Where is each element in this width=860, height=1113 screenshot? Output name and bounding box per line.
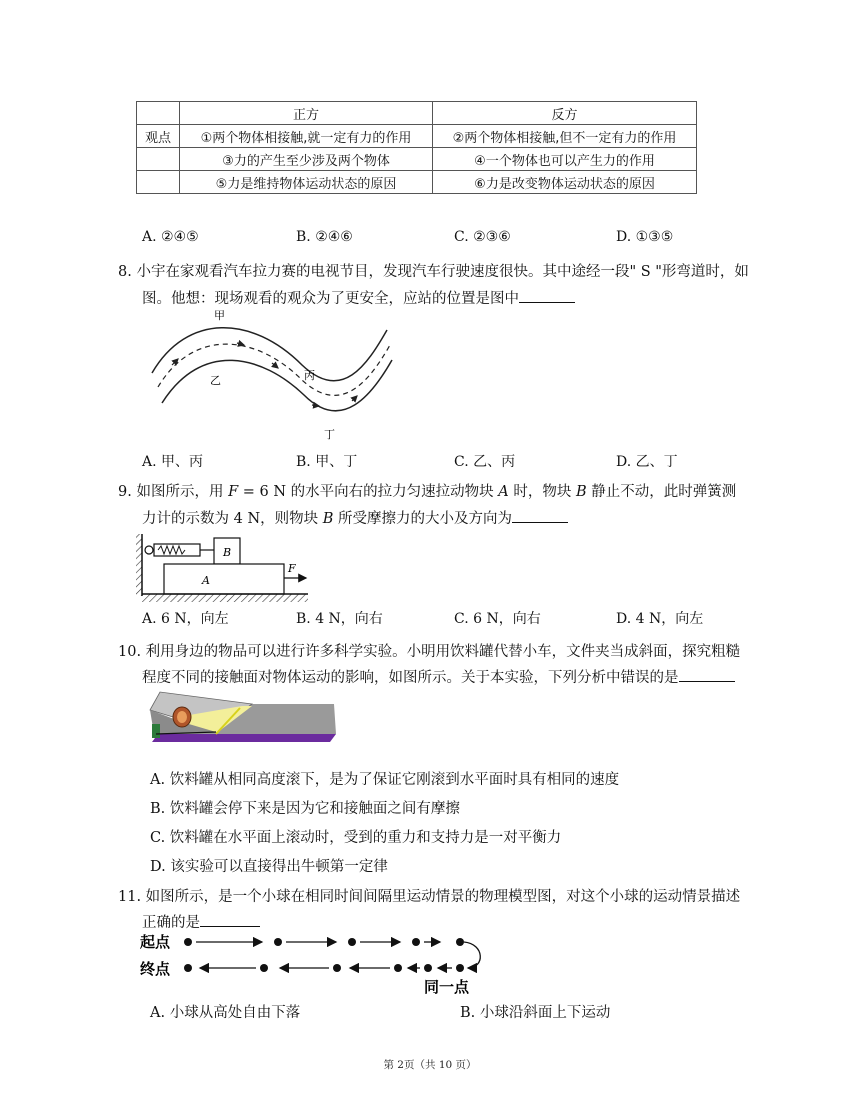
- wall: [136, 534, 142, 596]
- q8-option-a[interactable]: A. 甲、丙: [142, 454, 204, 470]
- q9-option-a[interactable]: A. 6 N，向左: [142, 611, 229, 627]
- table-cell: ⑤力是维持物体运动状态的原因: [180, 171, 433, 194]
- table-cell: ①两个物体相接触,就一定有力的作用: [180, 125, 433, 148]
- q7-option-a[interactable]: A. ②④⑤: [142, 229, 199, 245]
- table-cell: ③力的产生至少涉及两个物体: [180, 148, 433, 171]
- table-cell: [137, 171, 180, 194]
- table-cell: ④一个物体也可以产生力的作用: [433, 148, 697, 171]
- q9-stem-line1: [118, 480, 736, 501]
- table-cell: [137, 148, 180, 171]
- q9-stem-line2: [142, 507, 568, 528]
- answer-blank[interactable]: [519, 301, 575, 303]
- q10-option-c[interactable]: C. 饮料罐在水平面上滚动时，受到的重力和支持力是一对平衡力: [150, 830, 562, 846]
- table-header-pro: 正方: [180, 102, 433, 125]
- block-a-label: A: [202, 574, 210, 587]
- q9-text: 时，物块: [513, 484, 572, 500]
- q10-text: 程度不同的接触面对物体运动的影响，如图所示。关于本实验，下列分析中错误的是: [142, 670, 679, 686]
- q10-option-d[interactable]: D. 该实验可以直接得出牛顿第一定律: [150, 859, 388, 875]
- page-footer: 第 2页（共 10 页）: [383, 1059, 477, 1071]
- floor: [142, 594, 308, 602]
- label-yi: 乙: [210, 374, 221, 387]
- q9-text: = 6 N 的水平向右的拉力匀速拉动物块: [242, 484, 494, 500]
- q9-symbol-b: B: [575, 484, 587, 500]
- q9-option-b[interactable]: B. 4 N，向右: [296, 611, 383, 627]
- label-bing: 丙: [304, 369, 315, 382]
- table-cell: ②两个物体相接触,但不一定有力的作用: [433, 125, 697, 148]
- table-header-con: 反方: [433, 102, 697, 125]
- q8-option-d[interactable]: D. 乙、丁: [616, 454, 678, 470]
- table-row: [137, 171, 697, 194]
- q11-text: 正确的是: [142, 915, 200, 931]
- q7-option-c[interactable]: C. ②③⑥: [454, 229, 511, 245]
- q9-option-d[interactable]: D. 4 N，向左: [616, 611, 704, 627]
- ball-motion-figure: [140, 928, 490, 996]
- table-row: [137, 125, 697, 148]
- car-path-dashed: [158, 344, 390, 395]
- label-ding: 丁: [324, 428, 335, 441]
- q9-symbol-b: B: [322, 511, 334, 527]
- q9-symbol-a: A: [498, 484, 509, 500]
- table-header-row: [137, 102, 697, 125]
- block-b-label: B: [223, 546, 232, 559]
- q9-option-c[interactable]: C. 6 N，向右: [454, 611, 541, 627]
- q7-option-b[interactable]: B. ②④⑥: [296, 229, 353, 245]
- table-cell: ⑥力是改变物体运动状态的原因: [433, 171, 697, 194]
- table-cell: 观点: [137, 125, 180, 148]
- q10-option-b[interactable]: B. 饮料罐会停下来是因为它和接触面之间有摩擦: [150, 801, 460, 817]
- purple-base: [152, 734, 336, 742]
- q8-option-c[interactable]: C. 乙、丙: [454, 454, 516, 470]
- table-cell: [137, 102, 180, 125]
- q8-stem-line1: 8. 小宇在家观看汽车拉力赛的电视节目，发现汽车行驶速度很快。其中途经一段" S "形弯道时，如: [118, 264, 749, 280]
- force-label: F: [288, 562, 296, 575]
- ramp-experiment-figure: [142, 684, 338, 756]
- answer-blank[interactable]: [512, 521, 568, 523]
- end-label: 终点: [140, 960, 171, 978]
- q9-text: 9. 如图所示，用: [118, 484, 224, 500]
- q7-option-d[interactable]: D. ①③⑤: [616, 229, 674, 245]
- viewpoint-table: [136, 101, 697, 194]
- table-row: [137, 148, 697, 171]
- q10-option-a[interactable]: A. 饮料罐从相同高度滚下，是为了保证它刚滚到水平面时具有相同的速度: [150, 772, 620, 788]
- start-label: 起点: [140, 933, 171, 951]
- q8-stem-text: 图。他想：现场观看的观众为了更安全，应站的位置是图中: [142, 291, 519, 307]
- answer-blank[interactable]: [200, 925, 260, 927]
- spring-scale-block-figure: [136, 530, 311, 606]
- label-jia: 甲: [214, 309, 225, 322]
- q11-option-b[interactable]: B. 小球沿斜面上下运动: [460, 1005, 611, 1021]
- s-curve-road-figure: [142, 305, 402, 445]
- same-point-label: 同一点: [424, 978, 470, 996]
- q11-stem-line1: 11. 如图所示，是一个小球在相同时间间隔里运动情景的物理模型图，对这个小球的运动情景描述: [118, 889, 741, 905]
- q10-stem-line1: 10. 利用身边的物品可以进行许多科学实验。小明用饮料罐代替小车，文件夹当成斜面，探究粗糙: [118, 644, 741, 660]
- q9-symbol-f: F: [228, 484, 239, 500]
- answer-blank[interactable]: [679, 680, 735, 682]
- q8-option-b[interactable]: B. 甲、丁: [296, 454, 358, 470]
- block-a: [164, 564, 284, 594]
- road-outer-edge: [152, 328, 387, 381]
- q9-text: 所受摩擦力的大小及方向为: [338, 511, 513, 527]
- q9-text: 力计的示数为 4 N，则物块: [142, 511, 319, 527]
- q11-option-a[interactable]: A. 小球从高处自由下落: [150, 1005, 301, 1021]
- q9-text: 静止不动，此时弹簧测: [591, 484, 737, 500]
